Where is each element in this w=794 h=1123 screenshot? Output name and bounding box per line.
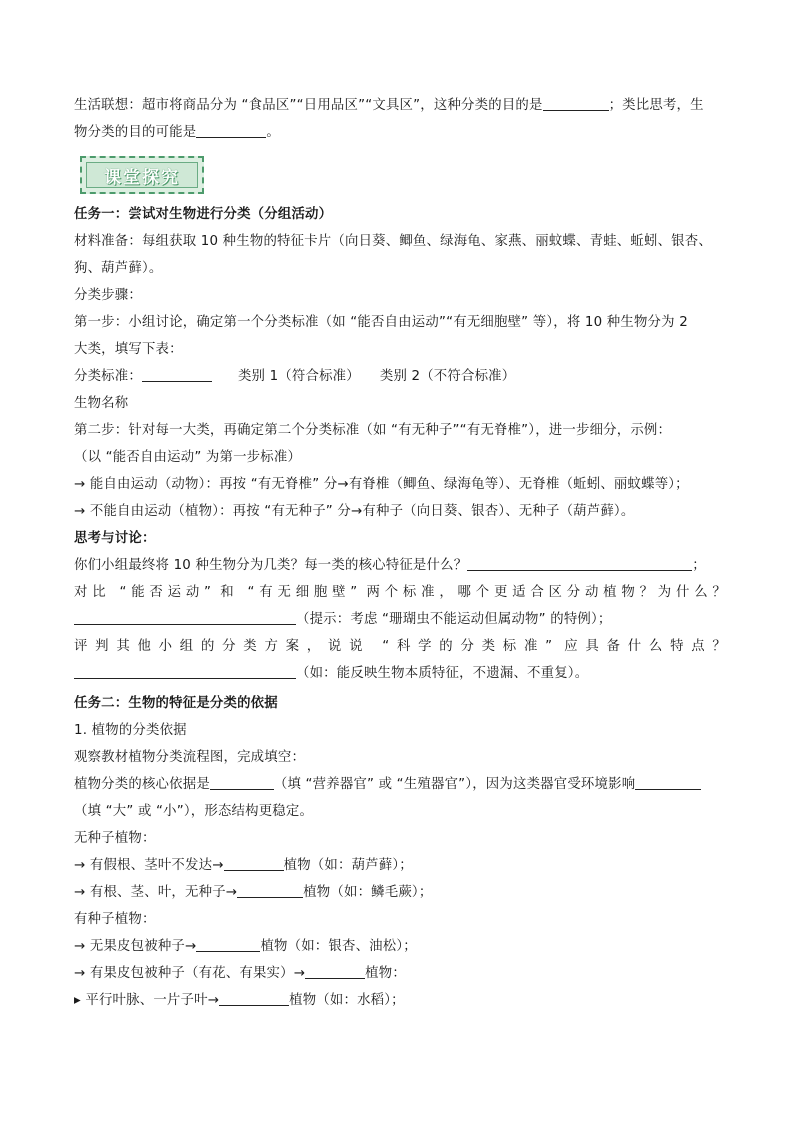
noseed-item-2-end: 植物（如：鳞毛蕨）； bbox=[303, 885, 433, 900]
answer-blank[interactable] bbox=[635, 775, 701, 790]
intro-line-1 bbox=[74, 96, 726, 116]
section-badge-label: 课堂探究 bbox=[86, 162, 198, 188]
intro-line-2 bbox=[74, 123, 726, 143]
discussion-q2: 对比 “能否运动” 和 “有无细胞壁” 两个标准，哪个更适合区分动植物？为什么？ bbox=[74, 585, 726, 600]
example-line-2: → 不能自由运动（植物）：再按 “有无种子” 分→有种子（向日葵、银杏）、无种子（葫芦藓）。 bbox=[74, 504, 635, 519]
task1-step1-1: 第一步：小组讨论，确定第一个分类标准（如 “能否自由运动”“有无细胞壁” 等），将 10 种生物分为 2 bbox=[74, 315, 688, 330]
seed-item-2-text: → 有果皮包被种子（有花、有果实）→ bbox=[74, 966, 306, 981]
task2-title: 任务二：生物的特征是分类的依据 bbox=[74, 696, 278, 711]
noseed-label: 无种子植物： bbox=[74, 831, 156, 846]
answer-blank[interactable] bbox=[224, 856, 284, 871]
discussion-q3: 评判其他小组的分类方案，说说 “科学的分类标准” 应具备什么特点？ bbox=[74, 639, 726, 654]
table-row-names: 生物名称 bbox=[74, 396, 129, 411]
answer-blank[interactable] bbox=[237, 883, 303, 898]
seed-item-3-end: 植物（如：水稻）； bbox=[289, 993, 405, 1008]
answer-blank[interactable] bbox=[543, 96, 609, 111]
classification-table-header bbox=[74, 367, 726, 387]
table-category-1: 类别 1（符合标准） bbox=[237, 369, 360, 384]
task1-step1-2: 大类，填写下表： bbox=[74, 342, 183, 357]
discussion-q1 bbox=[74, 556, 726, 576]
noseed-item-1-text: → 有假根、茎叶不发达→ bbox=[74, 858, 224, 873]
discussion-q1-end: ； bbox=[692, 558, 706, 573]
task2-subheading: 1. 植物的分类依据 bbox=[74, 723, 187, 738]
table-standard-label: 分类标准： bbox=[74, 369, 142, 384]
answer-blank[interactable] bbox=[196, 937, 260, 952]
noseed-item-2-text: → 有根、茎、叶，无种子→ bbox=[74, 885, 238, 900]
discussion-q2-hint: （提示：考虑 “珊瑚虫不能运动但属动物” 的特例）； bbox=[296, 612, 612, 627]
task1-materials-1: 材料准备：每组获取 10 种生物的特征卡片（向日葵、鲫鱼、绿海龟、家燕、丽蚊蝶、青蛙、蚯蚓、银杏、 bbox=[74, 234, 712, 249]
core-text-b: （填 “营养器官” 或 “生殖器官”），因为这类器官受环境影响 bbox=[273, 777, 636, 792]
noseed-item-1 bbox=[74, 856, 726, 876]
seed-item-1-end: 植物（如：银杏、油松）； bbox=[260, 939, 417, 954]
seed-item-3-text: ▸ 平行叶脉、一片子叶→ bbox=[74, 993, 220, 1008]
answer-blank[interactable] bbox=[74, 664, 296, 679]
intro-text-2b: 。 bbox=[266, 125, 280, 140]
answer-blank[interactable] bbox=[219, 991, 289, 1006]
answer-blank[interactable] bbox=[305, 964, 365, 979]
discussion-title: 思考与讨论： bbox=[74, 531, 156, 546]
answer-blank[interactable] bbox=[142, 367, 212, 382]
intro-text-1b: ；类比思考，生 bbox=[608, 98, 704, 113]
section-badge bbox=[80, 156, 204, 194]
answer-blank[interactable] bbox=[210, 775, 274, 790]
task2-core-reason: （填 “大” 或 “小”），形态结构更稳定。 bbox=[74, 804, 314, 819]
seed-item-3 bbox=[74, 991, 726, 1011]
discussion-q3-answer bbox=[74, 664, 726, 684]
discussion-q2-answer bbox=[74, 610, 726, 630]
discussion-q3-hint: （如：能反映生物本质特征，不遗漏、不重复）。 bbox=[296, 666, 589, 681]
intro-text-1a: 生活联想：超市将商品分为 “食品区”“日用品区”“文具区”，这种分类的目的是 bbox=[74, 98, 543, 113]
task2-observe: 观察教材植物分类流程图，完成填空： bbox=[74, 750, 306, 765]
core-text-a: 植物分类的核心依据是 bbox=[74, 777, 210, 792]
task1-steps-label: 分类步骤： bbox=[74, 288, 142, 303]
seed-item-1 bbox=[74, 937, 726, 957]
seed-item-1-text: → 无果皮包被种子→ bbox=[74, 939, 197, 954]
task2-core-basis bbox=[74, 775, 726, 795]
noseed-item-2 bbox=[74, 883, 726, 903]
task1-title: 任务一：尝试对生物进行分类（分组活动） bbox=[74, 207, 333, 222]
example-heading: （以 “能否自由运动” 为第一步标准） bbox=[74, 450, 302, 465]
table-category-2: 类别 2（不符合标准） bbox=[379, 369, 516, 384]
answer-blank[interactable] bbox=[196, 123, 266, 138]
task1-step2: 第二步：针对每一大类，再确定第二个分类标准（如 “有无种子”“有无脊椎”），进一步细分，示例： bbox=[74, 423, 672, 438]
answer-blank[interactable] bbox=[74, 610, 296, 625]
seed-item-2-end: 植物： bbox=[365, 966, 406, 981]
answer-blank[interactable] bbox=[467, 556, 692, 571]
example-line-1: → 能自由运动（动物）：再按 “有无脊椎” 分→有脊椎（鲫鱼、绿海龟等）、无脊椎（蚯蚓、丽蚊蝶等）； bbox=[74, 477, 689, 492]
noseed-item-1-end: 植物（如：葫芦藓）； bbox=[283, 858, 413, 873]
task1-materials-2: 狗、葫芦藓）。 bbox=[74, 261, 163, 276]
seed-label: 有种子植物： bbox=[74, 912, 156, 927]
intro-text-2a: 物分类的目的可能是 bbox=[74, 125, 197, 140]
seed-item-2 bbox=[74, 964, 726, 984]
discussion-q1-text: 你们小组最终将 10 种生物分为几类？每一类的核心特征是什么？ bbox=[74, 558, 468, 573]
